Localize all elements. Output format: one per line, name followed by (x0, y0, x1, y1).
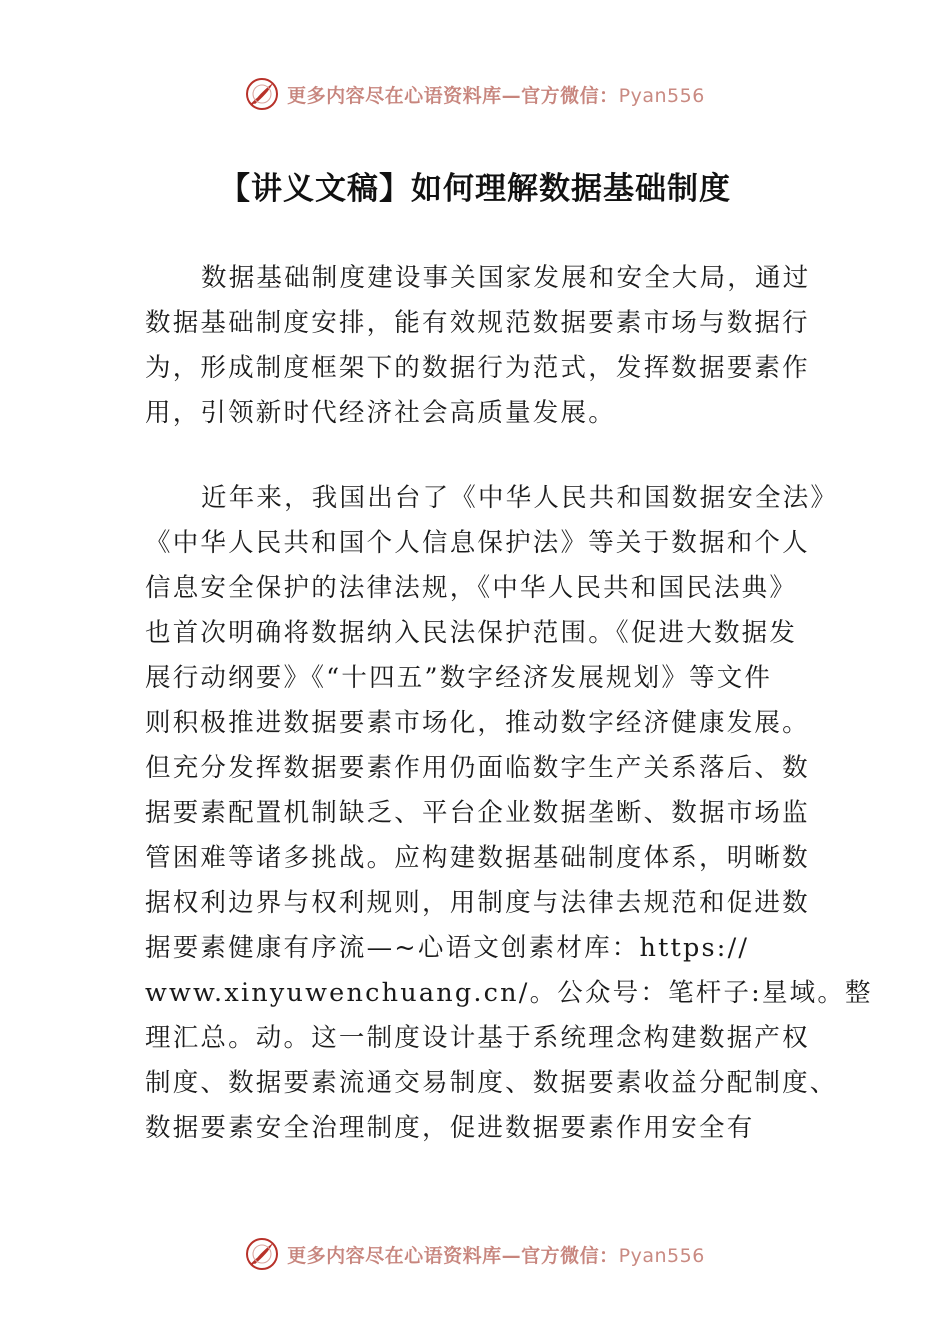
banner-message: 更多内容尽在心语资料库—官方微信： (287, 84, 619, 107)
paragraph-line: 数据基础制度安排，能有效规范数据要素市场与数据行 (145, 308, 810, 338)
quill-logo-icon (245, 1237, 279, 1271)
document-title: 【讲义文稿】如何理解数据基础制度 (219, 171, 731, 207)
paragraph-line: www.xinyuwenchuang.cn/。公众号：笔杆子:星域。整 (145, 978, 873, 1008)
quill-logo-icon (245, 77, 279, 111)
paragraph-1 (145, 256, 810, 436)
paragraph-line: 用，引领新时代经济社会高质量发展。 (145, 398, 616, 428)
banner-text (287, 81, 705, 108)
header-banner (0, 72, 950, 116)
paragraph-line: 展行动纲要》《“十四五”数字经济发展规划》等文件 (145, 663, 773, 693)
paragraph-line: 但充分发挥数据要素作用仍面临数字生产关系落后、数 (145, 753, 810, 783)
paragraph-line: 据要素健康有序流—~心语文创素材库：https:// (145, 933, 750, 963)
wechat-id: Pyan556 (618, 84, 705, 107)
banner-message: 更多内容尽在心语资料库—官方微信： (287, 1244, 619, 1267)
paragraph-line: 据权利边界与权利规则，用制度与法律去规范和促进数 (145, 888, 810, 918)
paragraph-line: 《中华人民共和国个人信息保护法》等关于数据和个人 (145, 528, 810, 558)
footer-banner (0, 1232, 950, 1276)
paragraph-line: 数据要素安全治理制度，促进数据要素作用安全有 (145, 1113, 755, 1143)
paragraph-line: 理汇总。动。这一制度设计基于系统理念构建数据产权 (145, 1023, 810, 1053)
paragraph-2 (145, 476, 873, 1151)
paragraph-line: 也首次明确将数据纳入民法保护范围。《促进大数据发 (145, 618, 798, 648)
wechat-id: Pyan556 (618, 1244, 705, 1267)
paragraph-line: 近年来，我国出台了《中华人民共和国数据安全法》 (201, 483, 839, 513)
banner-text (287, 1241, 705, 1268)
paragraph-line: 据要素配置机制缺乏、平台企业数据垄断、数据市场监 (145, 798, 810, 828)
paragraph-line: 为，形成制度框架下的数据行为范式，发挥数据要素作 (145, 353, 810, 383)
paragraph-line: 制度、数据要素流通交易制度、数据要素收益分配制度、 (145, 1068, 838, 1098)
paragraph-line: 数据基础制度建设事关国家发展和安全大局，通过 (201, 263, 811, 293)
paragraph-line: 则积极推进数据要素市场化，推动数字经济健康发展。 (145, 708, 810, 738)
paragraph-line: 管困难等诸多挑战。应构建数据基础制度体系，明晰数 (145, 843, 810, 873)
paragraph-line: 信息安全保护的法律法规，《中华人民共和国民法典》 (145, 573, 798, 603)
